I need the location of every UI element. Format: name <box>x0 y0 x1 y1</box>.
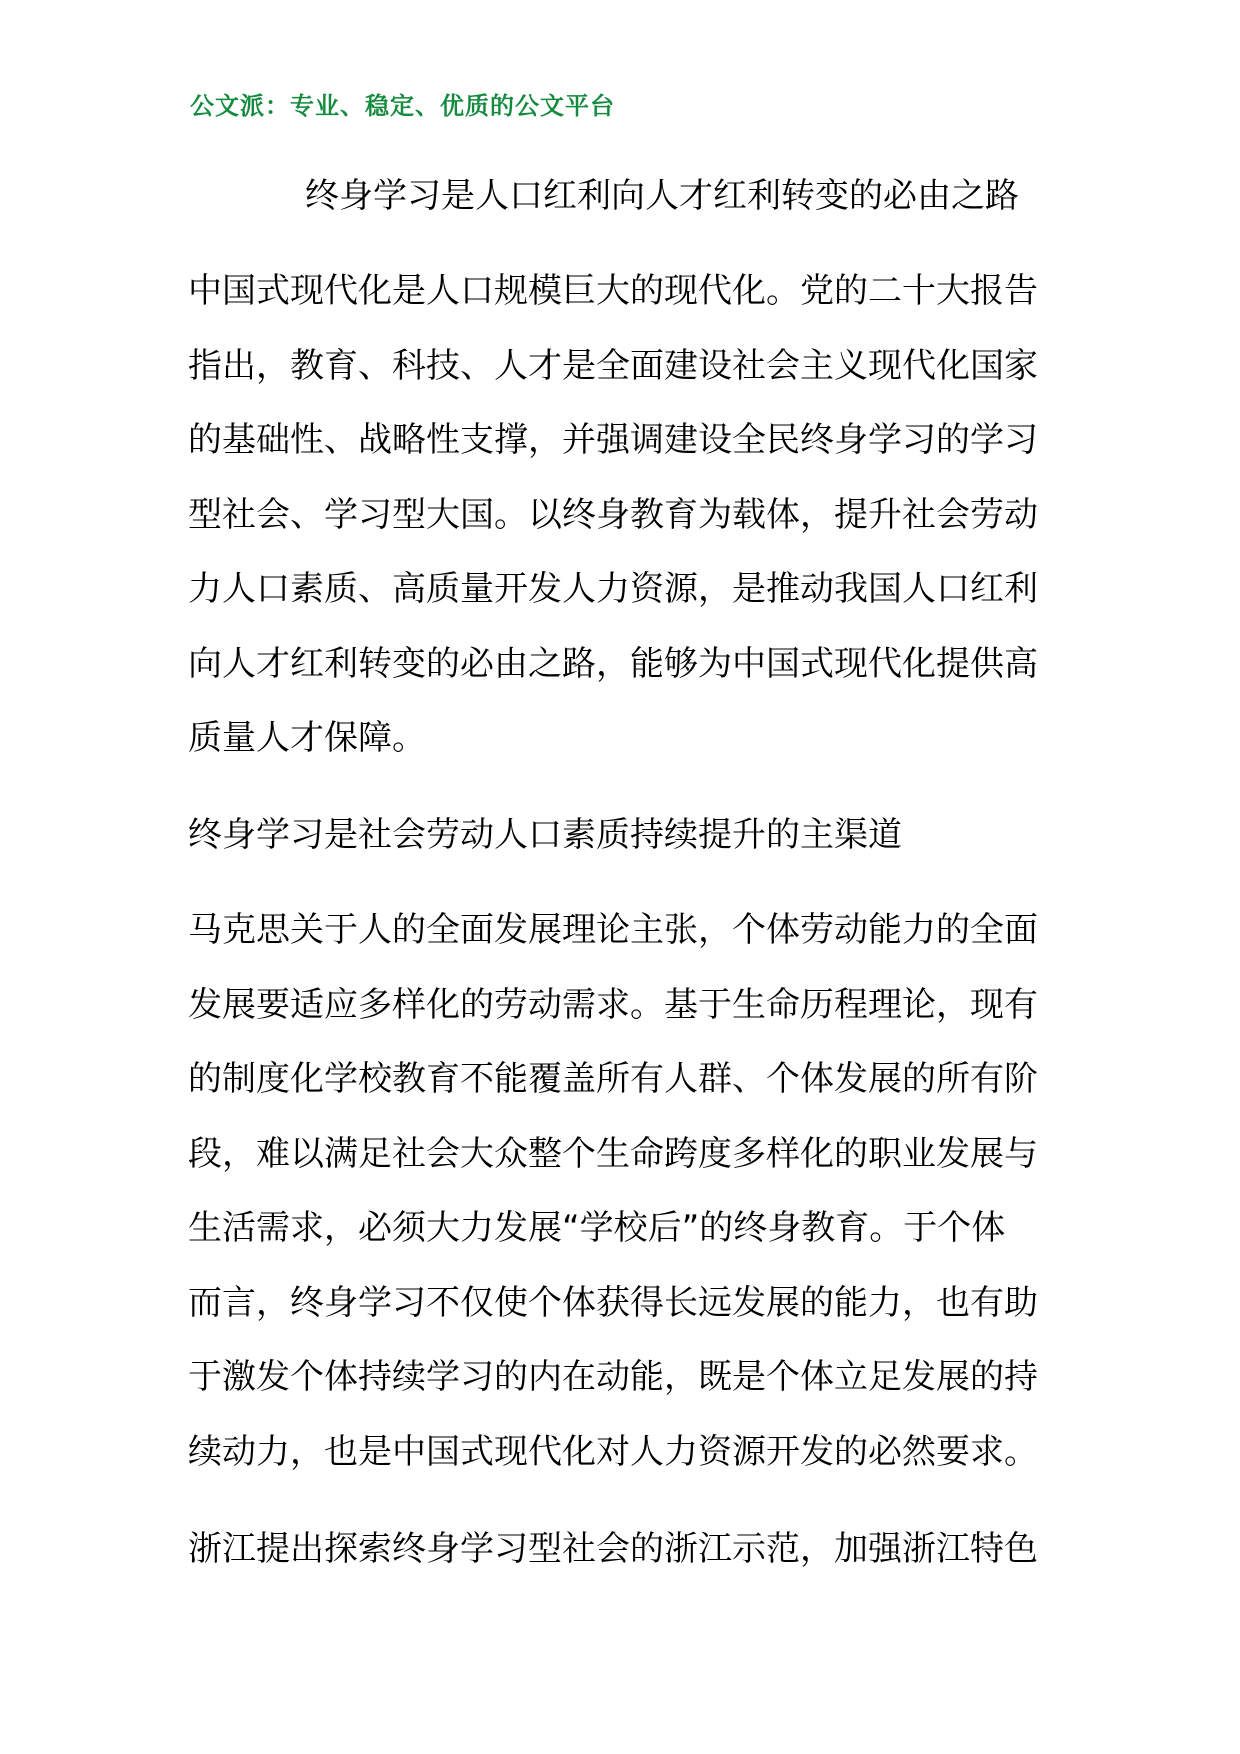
paragraph-line: 于激发个体持续学习的内在动能，既是个体立足发展的持 <box>188 1357 1038 1397</box>
paragraph-line: 力人口素质、高质量开发人力资源，是推动我国人口红利 <box>188 569 1038 609</box>
paragraph-line: 的制度化学校教育不能覆盖所有人群、个体发展的所有阶 <box>188 1059 1038 1099</box>
paragraph-line: 质量人才保障。 <box>188 718 426 758</box>
paragraph-line: 指出，教育、科技、人才是全面建设社会主义现代化国家 <box>188 345 1038 386</box>
paragraph-line: 的基础性、战略性支撑，并强调建设全民终身学习的学习 <box>188 420 1038 460</box>
paragraph-line: 生活需求，必须大力发展“学校后”的终身教育。于个体 <box>188 1208 1006 1248</box>
paragraph-line: 向人才红利转变的必由之路，能够为中国式现代化提供高 <box>188 643 1038 684</box>
section-subheading: 终身学习是社会劳动人口素质持续提升的主渠道 <box>188 815 902 855</box>
paragraph-line: 发展要适应多样化的劳动需求。基于生命历程理论，现有 <box>188 984 1038 1025</box>
paragraph-2 <box>188 893 1058 1489</box>
paragraph-3 <box>188 1512 1058 1587</box>
paragraph-line: 中国式现代化是人口规模巨大的现代化。党的二十大报告 <box>188 271 1038 311</box>
paragraph-line: 而言，终身学习不仅使个体获得长远发展的能力，也有助 <box>188 1282 1038 1323</box>
paragraph-1 <box>188 254 1058 776</box>
paragraph-line: 段，难以满足社会大众整个生命跨度多样化的职业发展与 <box>188 1133 1038 1174</box>
paragraph-line: 型社会、学习型大国。以终身教育为载体，提升社会劳动 <box>188 494 1038 535</box>
document-title: 终身学习是人口红利向人才红利转变的必由之路 <box>305 176 1019 216</box>
paragraph-line: 浙江提出探索终身学习型社会的浙江示范，加强浙江特色 <box>188 1529 1038 1569</box>
brand-header: 公文派：专业、稳定、优质的公文平台 <box>190 92 615 120</box>
paragraph-line: 续动力，也是中国式现代化对人力资源开发的必然要求。 <box>188 1431 1038 1472</box>
paragraph-line: 马克思关于人的全面发展理论主张，个体劳动能力的全面 <box>188 910 1038 950</box>
